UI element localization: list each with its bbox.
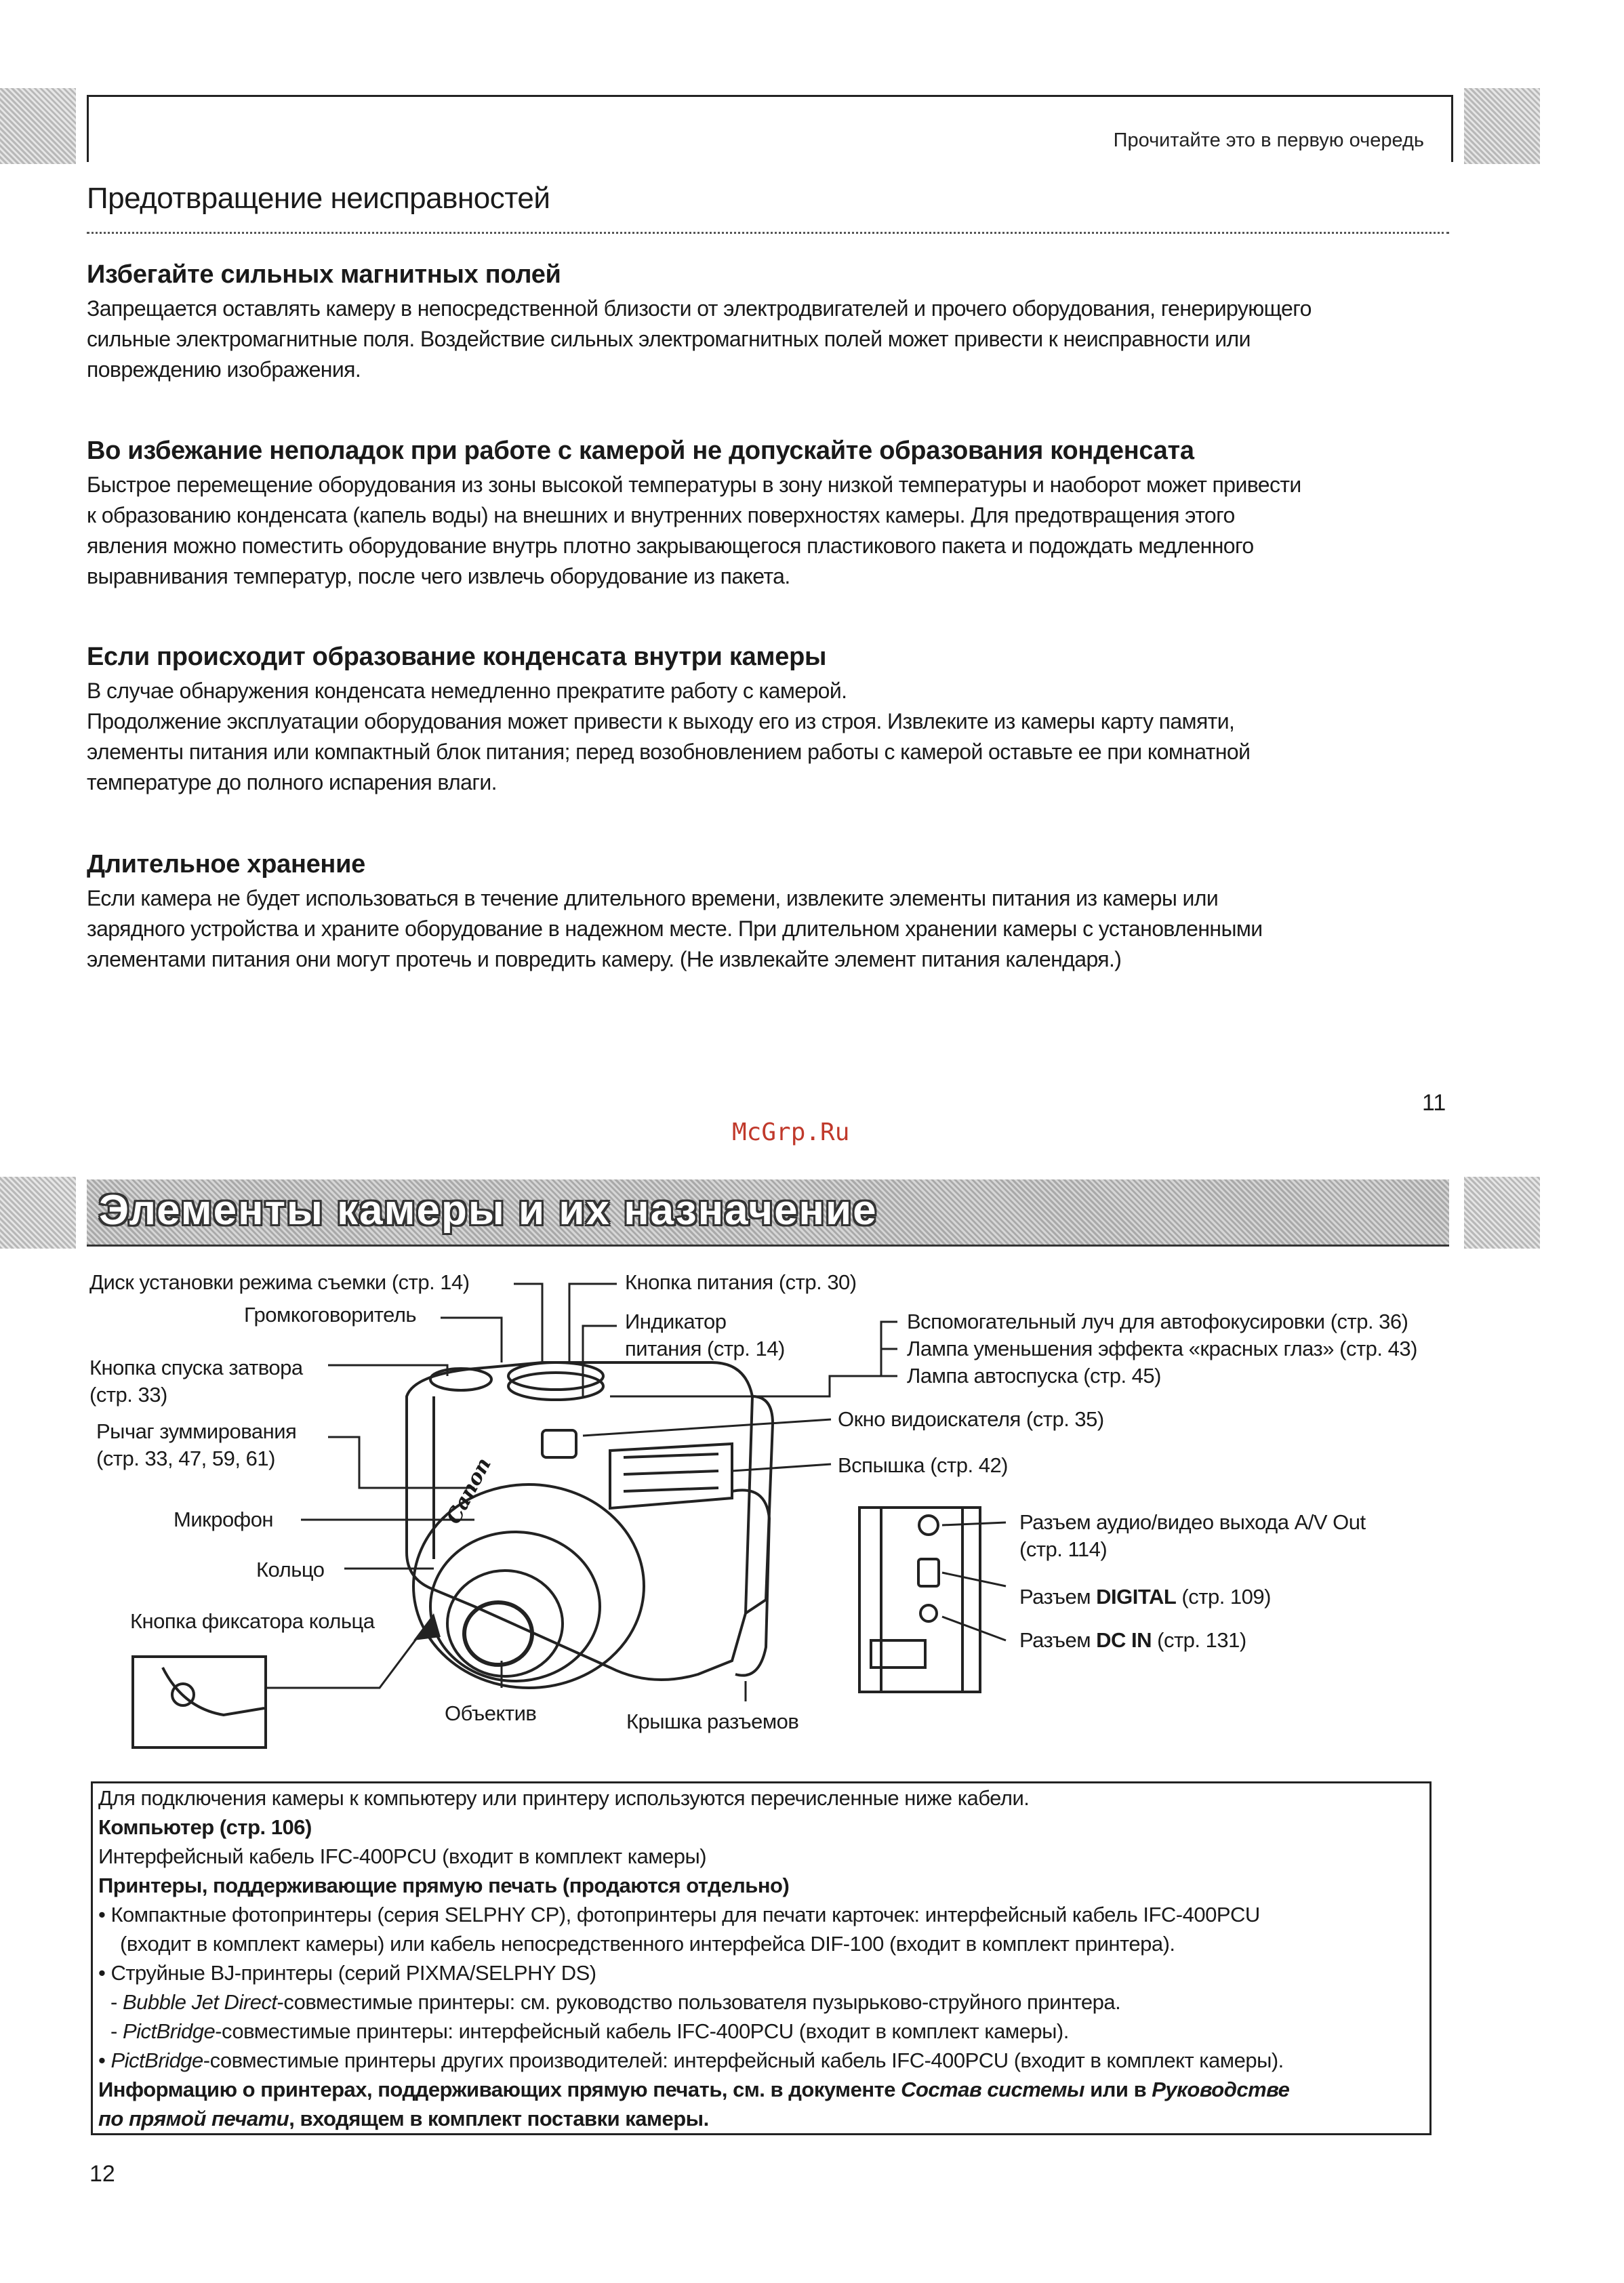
shutter-button [430,1369,491,1390]
section-text: В случае обнаружения конденсата немедленно прекратите работу с камерой. Продолжение эксплуатации оборудования может привести к выходу его из строя. Извлеките из камеры карту памяти, элементы питания или компактный блок питания; перед возобновлением работы с камерой оставьте ее при комнатной температуре до полного испарения влаги. [87,679,1251,794]
info-bullet-1: • Компактные фотопринтеры (серия SELPHY CP), фотопринтеры для печати карточек: интерфейсный кабель IFC-400PCU [98,1903,1260,1926]
section-heading: Во избежание неполадок при работе с камерой не допускайте образования конденсата [87,437,1194,465]
camera-brand: Canon [441,1454,496,1529]
terminal-cover [732,1490,769,1675]
label-self-timer: Лампа автоспуска (стр. 45) [907,1364,1161,1388]
label-ring-lock: Кнопка фиксатора кольца [130,1609,375,1633]
info-final-1: Информацию о принтерах, поддерживающих прямую печать, см. в документе Состав системы или в Руководстве [98,2078,1290,2101]
label-af-assist: Вспомогательный луч для автофокусировки (стр. 36) [907,1310,1408,1333]
info-computer-heading: Компьютер (стр. 106) [98,1815,312,1839]
page-number-11: 11 [1422,1090,1446,1116]
label-flash: Вспышка (стр. 42) [838,1453,1009,1477]
section-heading: Если происходит образование конденсата внутри камеры [87,643,827,671]
info-intro: Для подключения камеры к компьютеру или принтеру используются перечисленные ниже кабели. [98,1786,1030,1810]
info-printers-heading: Принтеры, поддерживающие прямую печать (продаются отдельно) [98,1874,790,1897]
info-bullet-3: • PictBridge-совместимые принтеры других производителей: интерфейсный кабель IFC-400PCU (входит в комплект камеры). [98,2048,1284,2072]
info-final-2: по прямой печати, входящем в комплект поставки камеры. [98,2107,709,2130]
watermark: McGrp.Ru [732,1118,850,1146]
label-power-indicator: Индикатор питания (стр. 14) [625,1310,785,1360]
section-text: Запрещается оставлять камеру в непосредственной близости от электродвигателей и прочего оборудования, генерирующего сильные электромагнитные поля. Воздействие сильных электромагнитных полей может привести к неисправности или повреждению изображения. [87,296,1312,382]
lens-glass [464,1602,532,1665]
section-text: Если камера не будет использоваться в течение длительного времени, извлеките элементы питания из камеры или зарядного устройства и храните оборудование в надежном месте. При длительном хранении камеры с установленными элементами питания они могут протечь и повредить камеру. (Не извлекайте элемент питания календаря.) [87,886,1263,971]
label-red-eye: Лампа уменьшения эффекта «красных глаз» (стр. 43) [907,1337,1417,1360]
ring-lock-inset [133,1657,266,1747]
label-av-out: Разъем аудио/видео выхода A/V Out (стр. 114) [1019,1510,1366,1561]
section-heading: Длительное хранение [87,850,365,878]
info-computer-text: Интерфейсный кабель IFC-400PCU (входит в комплект камеры) [98,1844,707,1868]
cable-info-box [91,1781,1432,2135]
info-bullet-1-cont: (входит в комплект камеры) или кабель непосредственного интерфейса DIF-100 (входит в комплект принтера). [120,1932,1175,1956]
viewfinder-window [542,1430,576,1457]
label-power-button: Кнопка питания (стр. 30) [625,1270,857,1294]
section-heading: Избегайте сильных магнитных полей [87,260,561,289]
banner-title: Элементы камеры и их назначение [99,1187,878,1234]
info-sub-1: - Bubble Jet Direct-совместимые принтеры: см. руководство пользователя пузырьково-струйного принтера. [110,1990,1121,2014]
label-lens: Объектив [445,1701,537,1725]
label-digital: Разъем DIGITAL (стр. 109) [1019,1585,1271,1609]
label-ring: Кольцо [256,1558,325,1581]
section-text: Быстрое перемещение оборудования из зоны высокой температуры в зону низкой температуры и наоборот может привести к образованию конденсата (капель воды) на внешних и внутренних поверхностях камеры. Для предотвращения этого явления можно поместить оборудование внутрь плотно закрывающегося пластикового пакета и подождать медленного выравнивания температур, после чего извлечь оборудование из пакета. [87,472,1301,588]
label-mode-dial: Диск установки режима съемки (стр. 14) [89,1270,470,1294]
label-shutter: Кнопка спуска затвора (стр. 33) [89,1356,303,1407]
info-sub-2: - PictBridge-совместимые принтеры: интерфейсный кабель IFC-400PCU (входит в комплект камеры). [110,2019,1069,2043]
running-title: Прочитайте это в первую очередь [1113,129,1424,151]
label-speaker: Громкоговоритель [244,1303,417,1327]
label-terminal-cover: Крышка разъемов [626,1710,799,1733]
label-zoom-lever: Рычаг зуммирования (стр. 33, 47, 59, 61) [96,1419,297,1470]
info-bullet-2: • Струйные BJ-принтеры (серий PIXMA/SELPHY DS) [98,1961,596,1985]
label-viewfinder: Окно видоискателя (стр. 35) [838,1407,1104,1431]
page-number-12: 12 [89,2161,115,2187]
label-dc-in: Разъем DC IN (стр. 131) [1019,1628,1246,1652]
page-title: Предотвращение неисправностей [87,182,550,215]
label-microphone: Микрофон [174,1508,274,1531]
lock-arrow [413,1613,441,1640]
